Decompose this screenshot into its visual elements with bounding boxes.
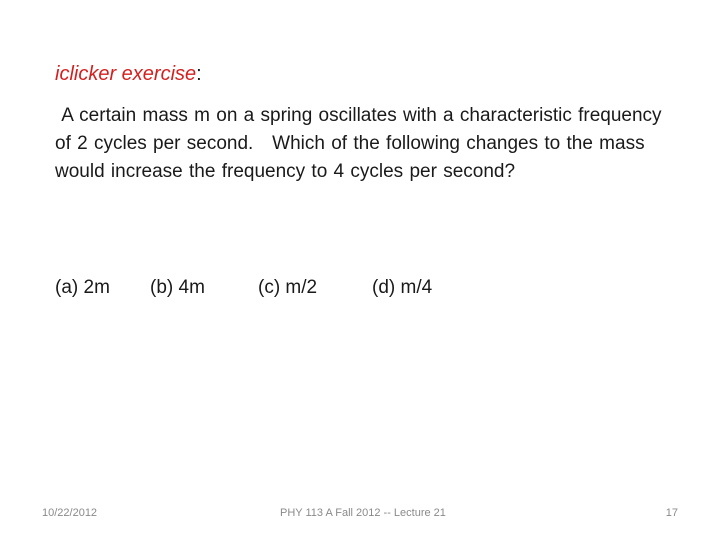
choice-d: (d) m/4 <box>372 277 433 298</box>
answer-choices <box>0 277 720 307</box>
footer-page-number: 17 <box>665 507 678 519</box>
heading-colon: : <box>196 63 202 85</box>
footer-course-title: PHY 113 A Fall 2012 -- Lecture 21 <box>280 507 446 519</box>
question-text: A certain mass m on a spring oscillates with a characteristic frequency of 2 cycles per second. Which of the following changes to the mass would increase the frequency to 4 cycles per second? <box>55 105 668 182</box>
footer-date: 10/22/2012 <box>42 507 98 519</box>
choice-b: (b) 4m <box>150 277 205 298</box>
slide-heading <box>55 60 202 88</box>
choice-c: (c) m/2 <box>258 277 318 298</box>
heading-emphasis: iclicker exercise <box>55 63 197 85</box>
choice-a: (a) 2m <box>55 277 110 298</box>
